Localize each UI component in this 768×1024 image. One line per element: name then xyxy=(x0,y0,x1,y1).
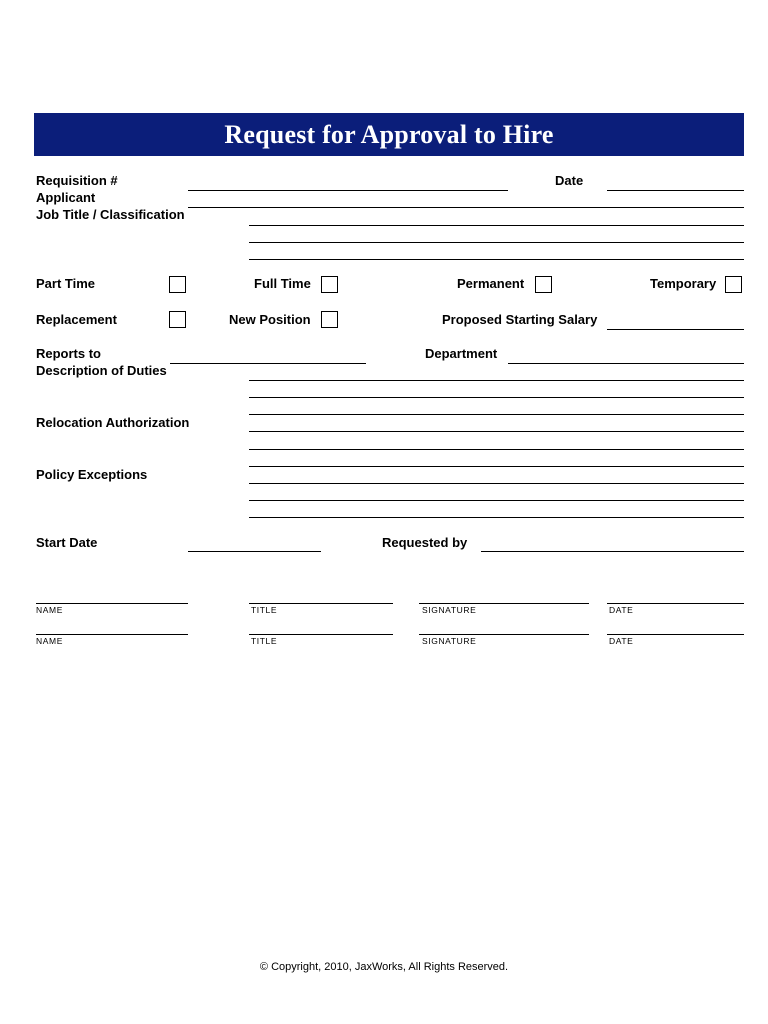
approver-1-title-line[interactable] xyxy=(249,603,393,604)
description-field-line-1[interactable] xyxy=(249,380,744,381)
title-banner xyxy=(34,113,744,156)
applicant-field[interactable] xyxy=(188,207,744,208)
full-time-checkbox[interactable] xyxy=(321,276,338,293)
new-position-label: New Position xyxy=(229,312,311,327)
policy-exceptions-field-line-1[interactable] xyxy=(249,466,744,467)
approver-1-date-line[interactable] xyxy=(607,603,744,604)
approver-2-title-line[interactable] xyxy=(249,634,393,635)
approver-2-signature-caption: SIGNATURE xyxy=(422,636,477,646)
job-title-field-line-3[interactable] xyxy=(249,259,744,260)
part-time-label: Part Time xyxy=(36,276,96,291)
temporary-label: Temporary xyxy=(650,276,717,291)
policy-exceptions-label: Policy Exceptions xyxy=(36,467,148,482)
date-label: Date xyxy=(555,173,584,188)
description-label: Description of Duties xyxy=(36,363,167,378)
department-label: Department xyxy=(425,346,498,361)
policy-exceptions-field-line-4[interactable] xyxy=(249,517,744,518)
approver-1-name-line[interactable] xyxy=(36,603,188,604)
permanent-label: Permanent xyxy=(457,276,525,291)
job-title-field-line-1[interactable] xyxy=(249,225,744,226)
policy-exceptions-field-line-3[interactable] xyxy=(249,500,744,501)
start-date-label: Start Date xyxy=(36,535,98,550)
part-time-checkbox[interactable] xyxy=(169,276,186,293)
policy-exceptions-field-line-2[interactable] xyxy=(249,483,744,484)
proposed-salary-label: Proposed Starting Salary xyxy=(442,312,598,327)
relocation-field-line-1[interactable] xyxy=(249,431,744,432)
replacement-checkbox[interactable] xyxy=(169,311,186,328)
full-time-label: Full Time xyxy=(254,276,311,291)
approver-2-date-line[interactable] xyxy=(607,634,744,635)
replacement-label: Replacement xyxy=(36,312,117,327)
relocation-field-line-2[interactable] xyxy=(249,449,744,450)
proposed-salary-field[interactable] xyxy=(607,329,744,330)
approver-2-signature-line[interactable] xyxy=(419,634,589,635)
job-title-label: Job Title / Classification xyxy=(36,207,185,222)
department-field[interactable] xyxy=(508,363,744,364)
temporary-checkbox[interactable] xyxy=(725,276,742,293)
approver-2-date-caption: DATE xyxy=(609,636,634,646)
description-field-line-3[interactable] xyxy=(249,414,744,415)
reports-to-field[interactable] xyxy=(170,363,366,364)
form-title: Request for Approval to Hire xyxy=(224,119,554,149)
copyright-footer: © Copyright, 2010, JaxWorks, All Rights Reserved. xyxy=(259,961,509,973)
approver-1-name-caption: NAME xyxy=(36,605,63,615)
relocation-label: Relocation Authorization xyxy=(36,415,190,430)
description-field-line-2[interactable] xyxy=(249,397,744,398)
approver-2-name-caption: NAME xyxy=(36,636,63,646)
approver-2-title-caption: TITLE xyxy=(251,636,278,646)
approver-2-name-line[interactable] xyxy=(36,634,188,635)
date-field[interactable] xyxy=(607,190,744,191)
approver-1-signature-caption: SIGNATURE xyxy=(422,605,477,615)
approver-1-signature-line[interactable] xyxy=(419,603,589,604)
permanent-checkbox[interactable] xyxy=(535,276,552,293)
approver-1-date-caption: DATE xyxy=(609,605,634,615)
requisition-field[interactable] xyxy=(188,190,508,191)
start-date-field[interactable] xyxy=(188,551,321,552)
job-title-field-line-2[interactable] xyxy=(249,242,744,243)
reports-to-label: Reports to xyxy=(36,346,101,361)
requested-by-label: Requested by xyxy=(382,535,468,550)
new-position-checkbox[interactable] xyxy=(321,311,338,328)
requisition-label: Requisition # xyxy=(36,173,118,188)
applicant-label: Applicant xyxy=(36,190,96,205)
requested-by-field[interactable] xyxy=(481,551,744,552)
approver-1-title-caption: TITLE xyxy=(251,605,278,615)
